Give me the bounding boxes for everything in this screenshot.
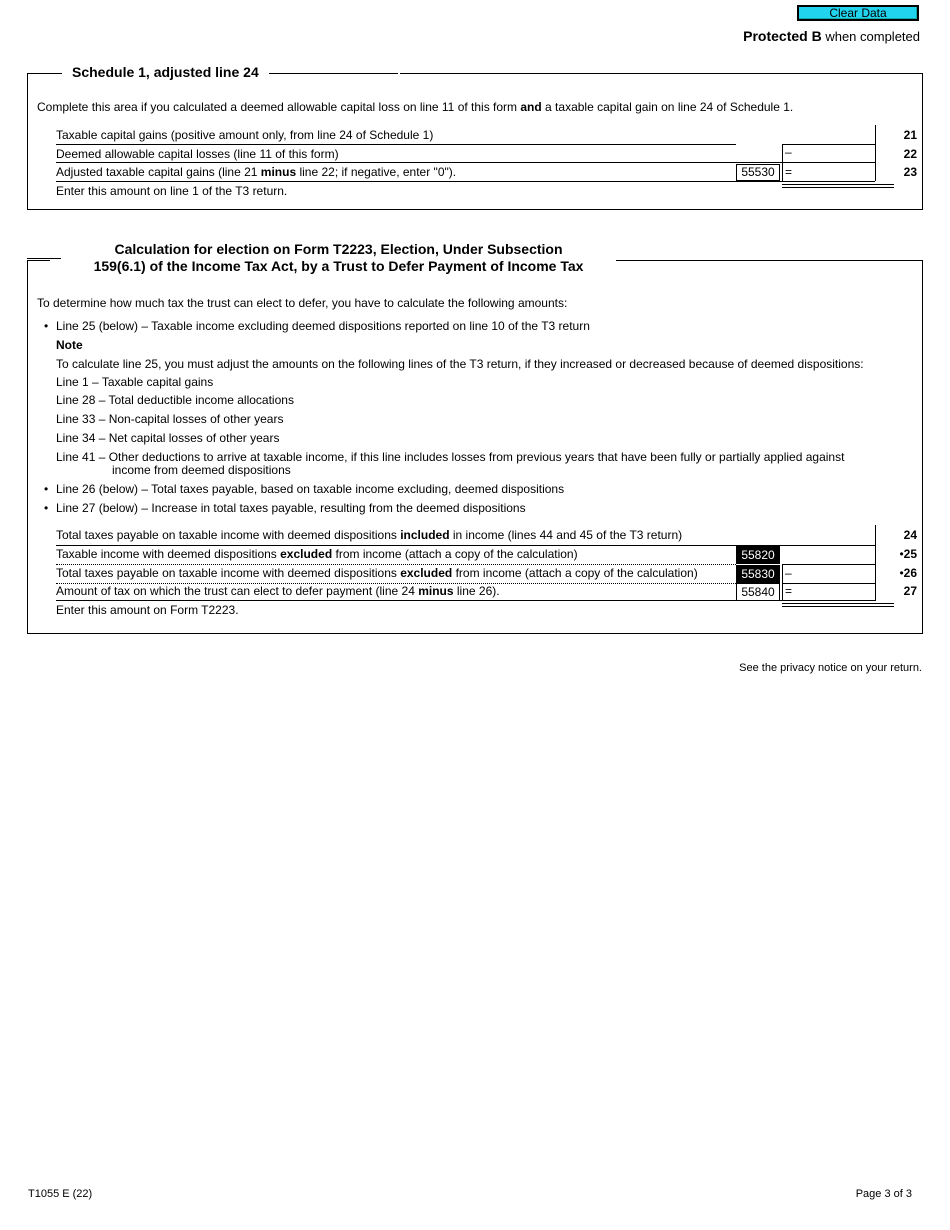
note-line34: Line 34 – Net capital losses of other years [56,431,280,445]
election-enter-note: Enter this amount on Form T2223. [56,603,239,617]
line23-amount-input[interactable] [795,164,875,180]
note-line41-cont: income from deemed dispositions [112,463,291,477]
line24-amount-input[interactable] [784,528,874,544]
bullet-line26: Line 26 (below) – Total taxes payable, based on taxable income excluding, deemed dispositions [56,482,565,496]
election-title-line2: 159(6.1) of the Income Tax Act, by a Trust to Defer Payment of Income Tax [93,258,584,274]
privacy-notice: See the privacy notice on your return. [739,662,922,674]
election-title [62,241,615,275]
line23-code: 55530 [736,164,780,181]
schedule1-enter-note: Enter this amount on line 1 of the T3 return. [56,184,288,198]
note-line28: Line 28 – Total deductible income allocations [56,393,294,407]
line26-minus: – [785,566,792,580]
line24-label: Total taxes payable on taxable income with deemed dispositions included in income (lines 44 and 45 of the T3 return) [56,528,683,542]
line25-number: •25 [899,547,917,561]
line22-amount-input[interactable] [795,146,875,162]
line27-equals: = [785,584,793,598]
line26-amount-input[interactable] [795,566,875,582]
line21-amount-input[interactable] [784,128,874,144]
line26-number: •26 [899,566,917,580]
note-line33: Line 33 – Non-capital losses of other years [56,412,284,426]
protected-b-rest: when completed [821,29,920,44]
line22-minus: – [785,145,792,159]
line26-code: 55830 [736,565,780,583]
note-line41: Line 41 – Other deductions to arrive at taxable income, if this line includes losses from previous years that have been fully or partially applied against [56,450,845,464]
line23-equals: = [785,165,793,179]
form-id: T1055 E (22) [28,1188,93,1200]
protected-b-label [743,28,920,44]
bullet-line27: Line 27 (below) – Increase in total taxes payable, resulting from the deemed dispositions [56,501,526,515]
schedule1-title: Schedule 1, adjusted line 24 [62,64,269,80]
line23-label: Adjusted taxable capital gains (line 21 minus line 22; if negative, enter "0"). [56,165,457,179]
line27-amount-input[interactable] [795,584,875,600]
line21-label: Taxable capital gains (positive amount only, from line 24 of Schedule 1) [56,128,434,142]
line25-amount-input[interactable] [784,547,874,563]
election-intro: To determine how much tax the trust can elect to defer, you have to calculate the following amounts: [37,296,568,310]
page-number: Page 3 of 3 [855,1188,912,1200]
line21-number: 21 [903,128,917,142]
line25-code: 55820 [736,546,780,564]
note-line1: Line 1 – Taxable capital gains [56,375,214,389]
note-text: To calculate line 25, you must adjust the amounts on the following lines of the T3 return, if they increased or decreased because of deemed dispositions: [56,357,864,371]
line27-label: Amount of tax on which the trust can elect to defer payment (line 24 minus line 26). [56,584,500,598]
bullet-line25: Line 25 (below) – Taxable income excluding deemed dispositions reported on line 10 of the T3 return [56,319,590,333]
clear-data-button[interactable]: Clear Data [797,5,919,21]
line27-code: 55840 [736,583,780,601]
protected-b-bold: Protected B [743,28,822,44]
election-title-line1: Calculation for election on Form T2223, Election, Under Subsection [114,241,563,257]
line27-number: 27 [903,584,917,598]
line22-number: 22 [903,147,917,161]
line25-label: Taxable income with deemed dispositions excluded from income (attach a copy of the calculation) [56,547,578,561]
note-title: Note [56,338,83,352]
line22-label: Deemed allowable capital losses (line 11 of this form) [56,147,339,161]
line23-number: 23 [903,165,917,179]
line26-label: Total taxes payable on taxable income with deemed dispositions excluded from income (attach a copy of the calculation) [56,566,698,580]
line24-number: 24 [903,528,917,542]
schedule1-intro: Complete this area if you calculated a deemed allowable capital loss on line 11 of this form and a taxable capital gain on line 24 of Schedule 1. [37,100,794,114]
